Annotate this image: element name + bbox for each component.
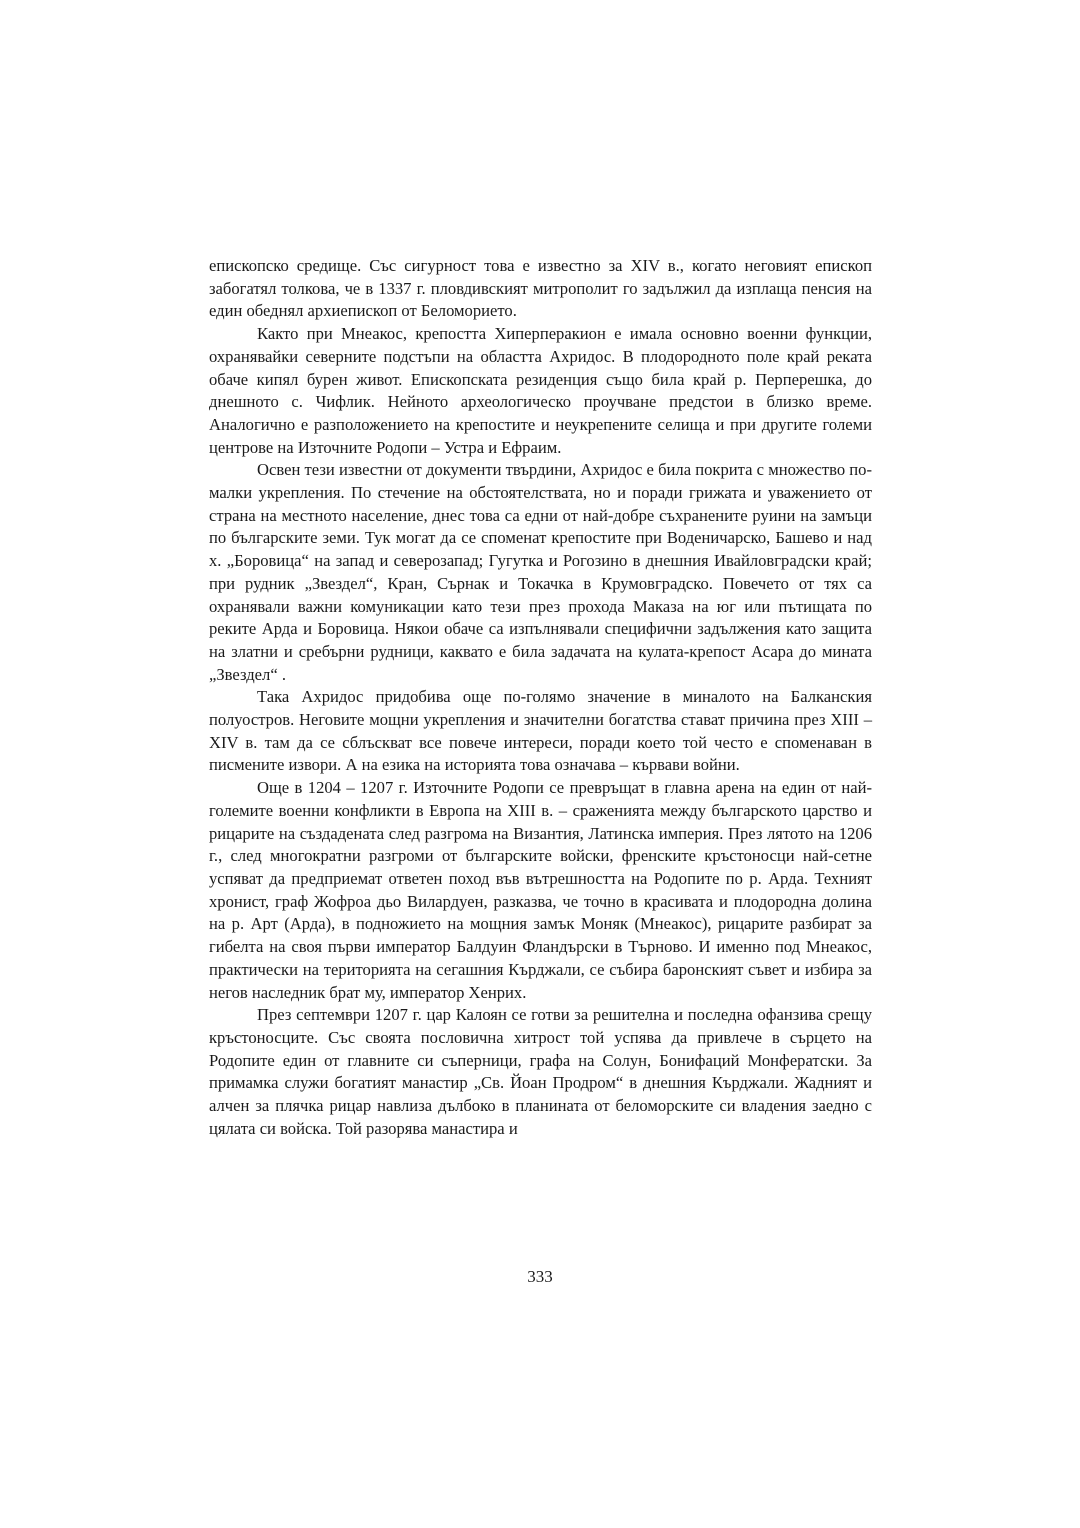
paragraph: През септември 1207 г. цар Калоян се готви за решителна и последна офанзива срещу кръстоносците. Със своята пословична хитрост той успява да привлече в сърцето на Родопите един от главните си съперници, графа на Солун, Бонифаций Монфератски. За примамка служи богатият манастир „Св. Йоан Продром“ в днешния Кърджали. Жадният и алчен за плячка рицар навлиза дълбоко в планината от беломорските си владения заедно с цялата си войска. Той разорява манастира и: [209, 1005, 872, 1138]
paragraph: Така Ахридос придобива още по-голямо значение в миналото на Балканския полуостров. Неговите мощни укрепления и значителни богатства стават причина през XIII – XIV в. там да се сблъскват все повече интереси, поради което той често е споменаван в писмените извори. А на езика на историята това означава – кървави войни.: [209, 687, 872, 775]
paragraph: Освен тези известни от документи твърдини, Ахридос е била покрита с множество по-малки укрепления. По стечение на обстоятелствата, но и поради грижата и уважението от страна на местното население, днес това са едни от най-добре съхранените руини на замъци по българските земи. Тук могат да се споменат крепостите при Воденичарско, Башево и над х. „Боровица“ на запад и северозапад; Гугутка и Рогозино в днешния Ивайловградски край; при рудник „Звездел“, Кран, Сърнак и Токачка в Крумовградско. Повечето от тях са охранявали важни комуникации като тези през прохода Маказа на юг или пътищата по реките Арда и Боровица. Някои обаче са изпълнявали специфични задължения като защита на златни и сребърни рудници, каквато е била задачата на кулата-крепост Асара до мината „Звездел“ .: [209, 460, 872, 684]
paragraph: Както при Мнеакос, крепостта Хиперперакион е имала основно военни функции, охранявайки северните подстъпи на областта Ахридос. В плодородното поле край реката обаче кипял бурен живот. Епископската резиденция също била край р. Перперешка, до днешното с. Чифлик. Нейното археологическо проучване предстои в близко време. Аналогично е разположението на крепостите и неукрепените селища и при другите големи центрове на Източните Родопи – Устра и Ефраим.: [209, 324, 872, 457]
paragraph: Още в 1204 – 1207 г. Източните Родопи се превръщат в главна арена на един от най-големите военни конфликти в Европа на XIII в. – сраженията между българското царство и рицарите на създадената след разгрома на Византия, Латинска империя. През лятото на 1206 г., след многократни разгроми от българските войски, френските кръстоносци най-сетне успяват да предприемат ответен поход във вътрешността на Родопите по р. Арда. Техният хронист, граф Жофроа дьо Вилардуен, разказва, че точно в красивата и плодородна долина на р. Арт (Арда), в подножието на мощния замък Моняк (Мнеакос), рицарите разбират за гибелта на своя първи император Балдуин Фландърски в Търново. И именно под Мнеакос, практически на територията на сегашния Кърджали, се събира баронският съвет и избира за негов наследник брат му, император Хенрих.: [209, 778, 872, 1002]
page-number: 333: [527, 1267, 553, 1286]
paragraph-continuation: епископско средище. Със сигурност това е известно за XIV в., когато неговият епископ забогатял толкова, че в 1337 г. пловдивският митрополит го задължил да изплаща пенсия на един обеднял архиепископ от Беломорието.: [209, 256, 872, 321]
body-text: [209, 255, 872, 1140]
